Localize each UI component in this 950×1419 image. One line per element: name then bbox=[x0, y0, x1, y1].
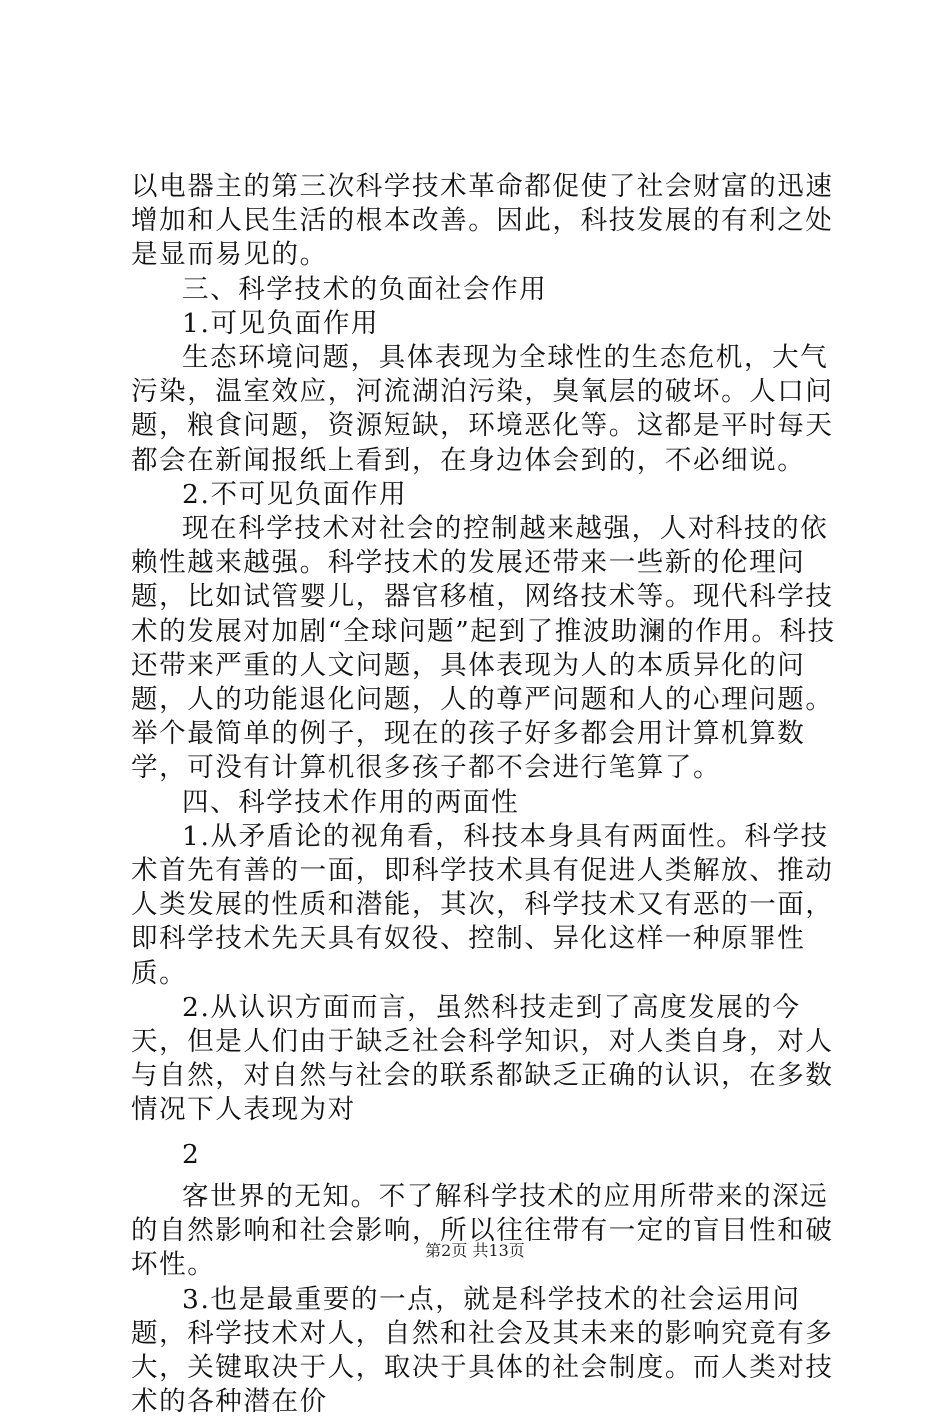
section-heading-4: 四、科学技术作用的两面性 bbox=[131, 786, 843, 820]
paragraph-contradiction: 1.从矛盾论的视角看，科技本身具有两面性。科学技术首先有善的一面，即科学技术具有促进人类解放、推动人类发展的性质和潜能，其次，科学技术又有恶的一面，即科学技术先天具有奴役、控制、异化这样一种原罪性质。 bbox=[131, 820, 843, 991]
paragraph-continuation: 以电器主的第三次科学技术革命都促使了社会财富的迅速增加和人民生活的根本改善。因此，科技发展的有利之处是显而易见的。 bbox=[131, 170, 843, 273]
page-footer: 第2页 共13页 bbox=[0, 1238, 950, 1261]
paragraph-environment: 生态环境问题，具体表现为全球性的生态危机，大气污染，温室效应，河流湖泊污染，臭氧层的破坏。人口问题，粮食问题，资源短缺，环境恶化等。这都是平时每天都会在新闻报纸上看到，在身边体会到的，不必细说。 bbox=[131, 341, 843, 478]
subheading-invisible-effects: 2.不可见负面作用 bbox=[131, 478, 843, 512]
paragraph-cognition: 2.从认识方面而言，虽然科技走到了高度发展的今天，但是人们由于缺乏社会科学知识，对人类自身，对人与自然，对自然与社会的联系都缺乏正确的认识，在多数情况下人表现为对 bbox=[131, 991, 843, 1128]
paragraph-ignorance: 客世界的无知。不了解科学技术的应用所带来的深远的自然影响和社会影响，所以往往带有一定的盲目性和破坏性。 bbox=[131, 1180, 843, 1283]
document-body bbox=[131, 170, 843, 1419]
section-heading-3: 三、科学技术的负面社会作用 bbox=[131, 273, 843, 307]
inline-page-number: 2 bbox=[131, 1138, 843, 1172]
subheading-visible-effects: 1.可见负面作用 bbox=[131, 307, 843, 341]
paragraph-dependence: 现在科学技术对社会的控制越来越强，人对科技的依赖性越来越强。科学技术的发展还带来一些新的伦理问题，比如试管婴儿，器官移植，网络技术等。现代科学技术的发展对加剧“全球问题”起到了推波助澜的作用。科技还带来严重的人文问题，具体表现为人的本质异化的问题，人的功能退化问题，人的尊严问题和人的心理问题。举个最简单的例子，现在的孩子好多都会用计算机算数学，可没有计算机很多孩子都不会进行笔算了。 bbox=[131, 512, 843, 786]
paragraph-social-use: 3.也是最重要的一点，就是科学技术的社会运用问题，科学技术对人，自然和社会及其未来的影响究竟有多大，关键取决于人，取决于具体的社会制度。而人类对技术的各种潜在价 bbox=[131, 1283, 843, 1419]
